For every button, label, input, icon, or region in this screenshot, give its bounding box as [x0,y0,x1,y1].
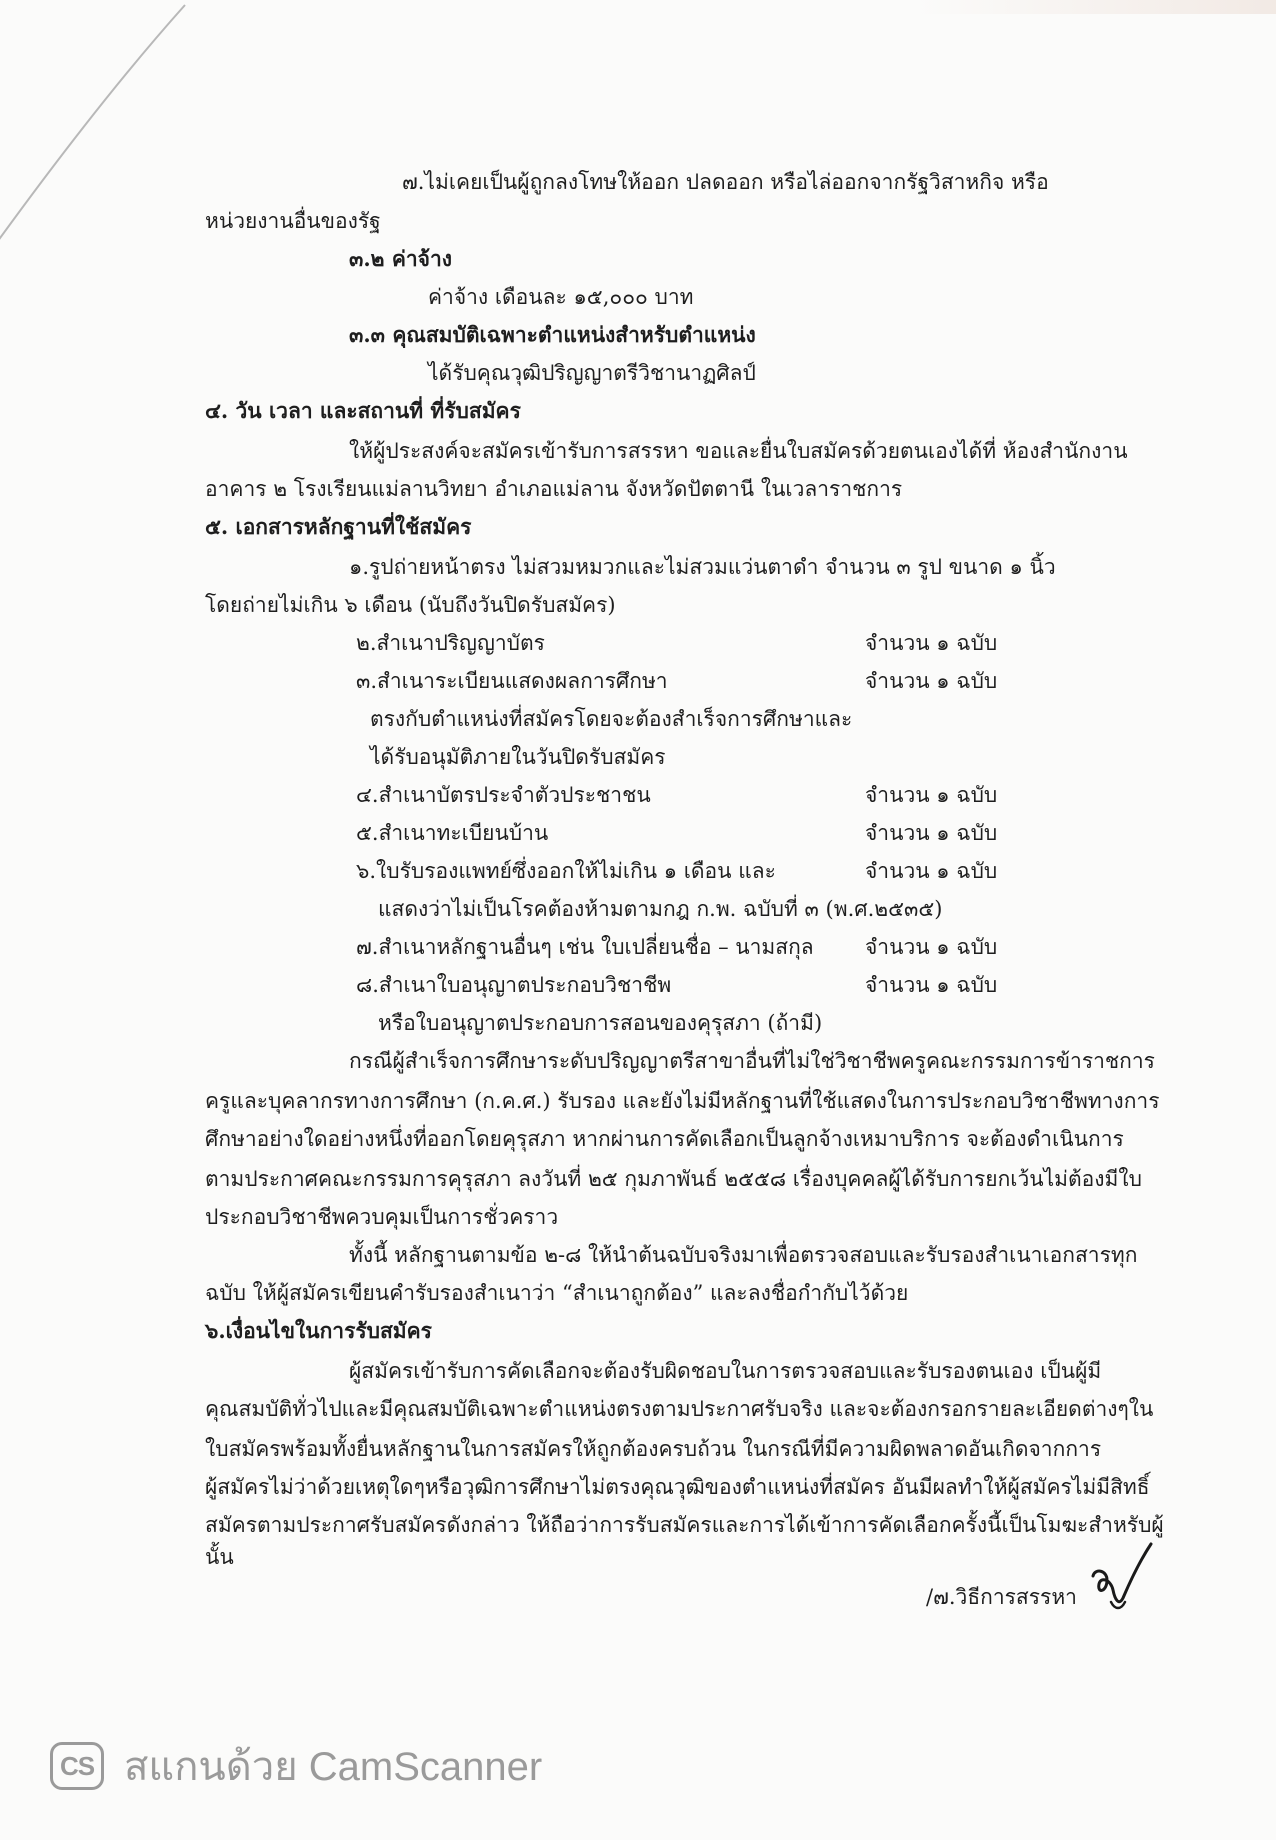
section-6-line-1: ผู้สมัครเข้ารับการคัดเลือกจะต้องรับผิดชอบในการตรวจสอบและรับรองตนเอง เป็นผู้มี [349,1359,1102,1383]
document-item-3-quantity: จำนวน ๑ ฉบับ [865,669,998,693]
paragraph-1-line-1: กรณีผู้สำเร็จการศึกษาระดับปริญญาตรีสาขาอื่นที่ไม่ใช่วิชาชีพครูคณะกรรมการข้าราชการ [349,1049,1155,1073]
document-item-1-continuation: โดยถ่ายไม่เกิน ๖ เดือน (นับถึงวันปิดรับสมัคร) [205,593,616,617]
document-item-3-note-line-2: ได้รับอนุมัติภายในวันปิดรับสมัคร [370,745,666,769]
paper-edge-smudge [916,0,1276,14]
paragraph-2-line-1: ทั้งนี้ หลักฐานตามข้อ ๒-๘ ให้นำต้นฉบับจริงมาเพื่อตรวจสอบและรับรองสำเนาเอกสารทุก [349,1243,1138,1267]
document-item-4-quantity: จำนวน ๑ ฉบับ [865,783,998,807]
handwritten-signature [1085,1540,1165,1620]
camscanner-watermark-text: สแกนด้วย CamScanner [124,1745,543,1789]
camscanner-logo: CS [50,1742,104,1790]
paragraph-1-line-3: ศึกษาอย่างใดอย่างหนึ่งที่ออกโดยคุรุสภา หากผ่านการคัดเลือกเป็นลูกจ้างเหมาบริการ จะต้องดำเนินการ [205,1127,1124,1151]
section-6-line-5: สมัครตามประกาศรับสมัครดังกล่าว ให้ถือว่าการรับสมัครและการได้เข้าการคัดเลือกครั้งนี้เป็นโมฆะสำหรับผู้ [205,1513,1164,1537]
section-4-paragraph-line-2: อาคาร ๒ โรงเรียนแม่ลานวิทยา อำเภอแม่ลาน จังหวัดปัตตานี ในเวลาราชการ [205,477,903,501]
document-item-4: ๔.สำเนาบัตรประจำตัวประชาชน [356,783,651,807]
document-item-2-quantity: จำนวน ๑ ฉบับ [865,631,998,655]
section-3-2-heading: ๓.๒ ค่าจ้าง [349,246,453,271]
document-item-7-quantity: จำนวน ๑ ฉบับ [865,935,998,959]
document-item-6: ๖.ใบรับรองแพทย์ซึ่งออกให้ไม่เกิน ๑ เดือน และ [356,859,776,883]
section-6-line-2: คุณสมบัติทั่วไปและมีคุณสมบัติเฉพาะตำแหน่งตรงตามประกาศรับจริง และจะต้องกรอกรายละเอียดต่างๆใน [205,1397,1154,1421]
document-item-8: ๘.สำเนาใบอนุญาตประกอบวิชาชีพ [356,973,672,997]
section-6-heading: ๖.เงื่อนไขในการรับสมัคร [205,1318,432,1343]
section-5-heading: ๕. เอกสารหลักฐานที่ใช้สมัคร [205,514,472,539]
section-3-2-body: ค่าจ้าง เดือนละ ๑๕,๐๐๐ บาท [428,285,694,309]
paragraph-1-line-5: ประกอบวิชาชีพควบคุมเป็นการชั่วคราว [205,1205,559,1229]
section-4-paragraph-line-1: ให้ผู้ประสงค์จะสมัครเข้ารับการสรรหา ขอและยื่นใบสมัครด้วยตนเองได้ที่ ห้องสำนักงาน [349,439,1128,463]
paragraph-1-line-2: ครูและบุคลากรทางการศึกษา (ก.ค.ศ.) รับรอง และยังไม่มีหลักฐานที่ใช้แสดงในการประกอบวิชาชีพทางการ [205,1089,1160,1113]
document-item-6-note: แสดงว่าไม่เป็นโรคต้องห้ามตามกฎ ก.พ. ฉบับที่ ๓ (พ.ศ.๒๕๓๕) [378,897,943,921]
document-item-2: ๒.สำเนาปริญญาบัตร [356,631,545,655]
paragraph-2-line-2: ฉบับ ให้ผู้สมัครเขียนคำรับรองสำเนาว่า “สำเนาถูกต้อง” และลงชื่อกำกับไว้ด้วย [205,1281,909,1305]
document-item-8-quantity: จำนวน ๑ ฉบับ [865,973,998,997]
document-item-8-note: หรือใบอนุญาตประกอบการสอนของคุรุสภา (ถ้ามี) [378,1011,823,1035]
document-item-6-quantity: จำนวน ๑ ฉบับ [865,859,998,883]
document-item-5: ๕.สำเนาทะเบียนบ้าน [356,821,549,845]
document-item-1: ๑.รูปถ่ายหน้าตรง ไม่สวมหมวกและไม่สวมแว่นตาดำ จำนวน ๓ รูป ขนาด ๑ นิ้ว [349,555,1056,579]
section-4-heading: ๔. วัน เวลา และสถานที่ ที่รับสมัคร [205,398,521,423]
section-6-line-3: ใบสมัครพร้อมทั้งยื่นหลักฐานในการสมัครให้ถูกต้องครบถ้วน ในกรณีที่มีความผิดพลาดอันเกิดจากการ [205,1437,1102,1461]
section-6-line-4: ผู้สมัครไม่ว่าด้วยเหตุใดๆหรือวุฒิการศึกษาไม่ตรงคุณวุฒิของตำแหน่งที่สมัคร อันมีผลทำให้ผู้สมัครไม่มีสิทธิ์ [205,1475,1150,1499]
continuation-note: /๗.วิธีการสรรหา [926,1585,1077,1609]
document-item-3: ๓.สำเนาระเบียนแสดงผลการศึกษา [356,669,668,693]
section-3-3-body: ได้รับคุณวุฒิปริญญาตรีวิชานาฏศิลป์ [428,361,756,385]
paragraph-1-line-4: ตามประกาศคณะกรรมการคุรุสภา ลงวันที่ ๒๕ กุมภาพันธ์ ๒๕๕๘ เรื่องบุคคลผู้ได้รับการยกเว้นไม่ต้องมีใบ [205,1167,1142,1191]
document-item-3-note-line-1: ตรงกับตำแหน่งที่สมัครโดยจะต้องสำเร็จการศึกษาและ [370,707,853,731]
section-6-line-6: นั้น [205,1545,234,1569]
document-item-7: ๗.สำเนาหลักฐานอื่นๆ เช่น ใบเปลี่ยนชื่อ – นามสกุล [356,935,814,959]
item-7-continuation: หน่วยงานอื่นของรัฐ [205,209,381,233]
item-7: ๗.ไม่เคยเป็นผู้ถูกลงโทษให้ออก ปลดออก หรือไล่ออกจากรัฐวิสาหกิจ หรือ [402,170,1049,194]
section-3-3-heading: ๓.๓ คุณสมบัติเฉพาะตำแหน่งสำหรับตำแหน่ง [349,322,756,347]
document-item-5-quantity: จำนวน ๑ ฉบับ [865,821,998,845]
